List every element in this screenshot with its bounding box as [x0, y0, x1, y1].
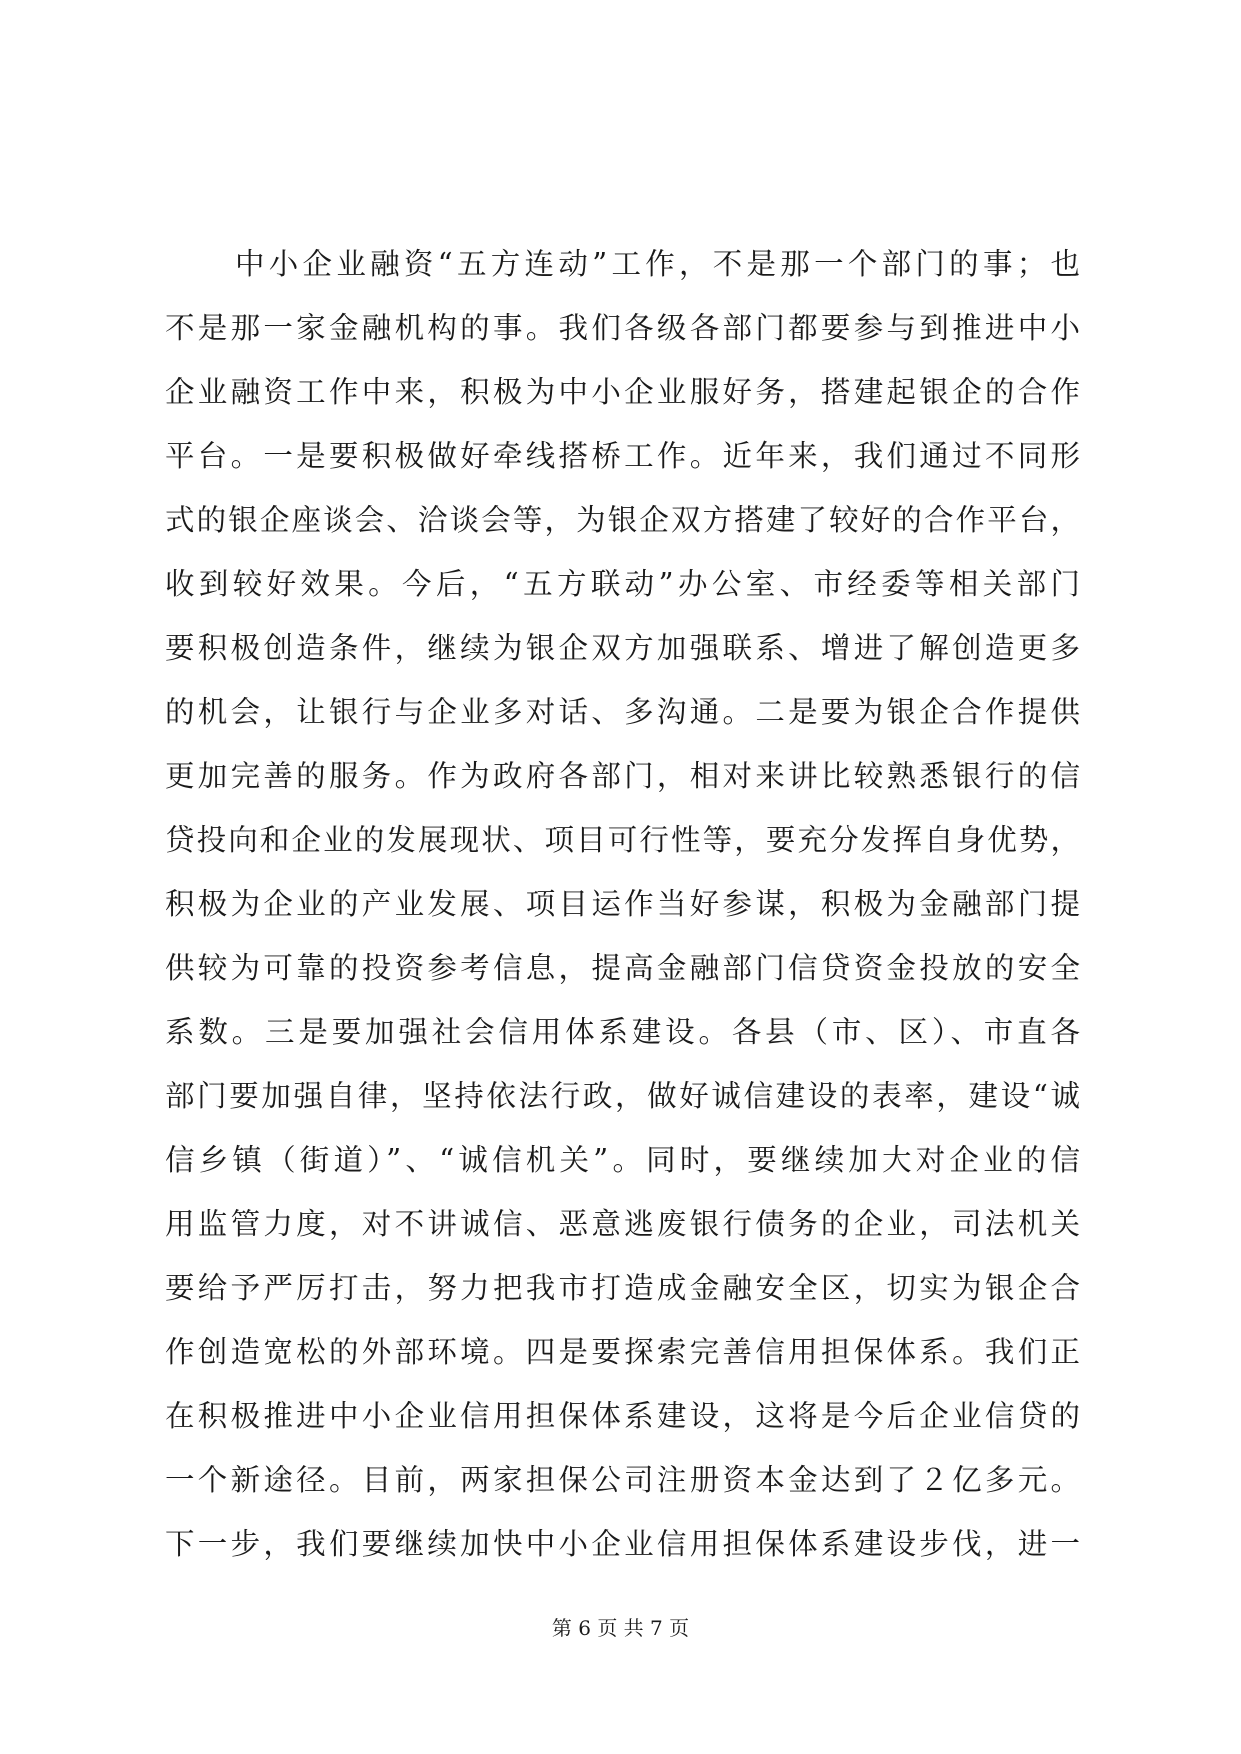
- body-paragraph: [165, 232, 1080, 1576]
- text-line: 式的银企座谈会、洽谈会等，为银企双方搭建了较好的合作平台，: [165, 503, 1080, 537]
- text-line: 收到较好效果。今后，“五方联动”办公室、市经委等相关部门: [165, 567, 1080, 601]
- text-line: 贷投向和企业的发展现状、项目可行性等，要充分发挥自身优势，: [165, 823, 1080, 857]
- text-line: 在积极推进中小企业信用担保体系建设，这将是今后企业信贷的: [165, 1399, 1080, 1433]
- text-line: 更加完善的服务。作为政府各部门，相对来讲比较熟悉银行的信: [165, 759, 1080, 793]
- text-line: 平台。一是要积极做好牵线搭桥工作。近年来，我们通过不同形: [165, 439, 1080, 473]
- text-line: 积极为企业的产业发展、项目运作当好参谋，积极为金融部门提: [165, 887, 1080, 921]
- text-line: 中小企业融资“五方连动”工作，不是那一个部门的事；也: [235, 247, 1080, 281]
- text-line: 下一步，我们要继续加快中小企业信用担保体系建设步伐，进一: [165, 1527, 1080, 1561]
- text-line: 要积极创造条件，继续为银企双方加强联系、增进了解创造更多: [165, 631, 1080, 665]
- text-line: 用监管力度，对不讲诚信、恶意逃废银行债务的企业，司法机关: [165, 1207, 1080, 1241]
- text-line: 作创造宽松的外部环境。四是要探索完善信用担保体系。我们正: [165, 1335, 1080, 1369]
- text-line: 要给予严厉打击，努力把我市打造成金融安全区，切实为银企合: [165, 1271, 1080, 1305]
- text-line: 不是那一家金融机构的事。我们各级各部门都要参与到推进中小: [165, 311, 1080, 345]
- text-line: 一个新途径。目前，两家担保公司注册资本金达到了２亿多元。: [165, 1463, 1080, 1497]
- text-line: 系数。三是要加强社会信用体系建设。各县（市、区）、市直各: [165, 1015, 1080, 1049]
- text-line: 的机会，让银行与企业多对话、多沟通。二是要为银企合作提供: [165, 695, 1080, 729]
- page-number-footer: 第 6 页 共 7 页: [551, 1616, 690, 1640]
- text-line: 供较为可靠的投资参考信息，提高金融部门信贷资金投放的安全: [165, 951, 1080, 985]
- text-line: 部门要加强自律，坚持依法行政，做好诚信建设的表率，建设“诚: [165, 1079, 1080, 1113]
- text-line: 企业融资工作中来，积极为中小企业服好务，搭建起银企的合作: [165, 375, 1080, 409]
- text-line: 信乡镇（街道）”、“诚信机关”。同时，要继续加大对企业的信: [165, 1143, 1080, 1177]
